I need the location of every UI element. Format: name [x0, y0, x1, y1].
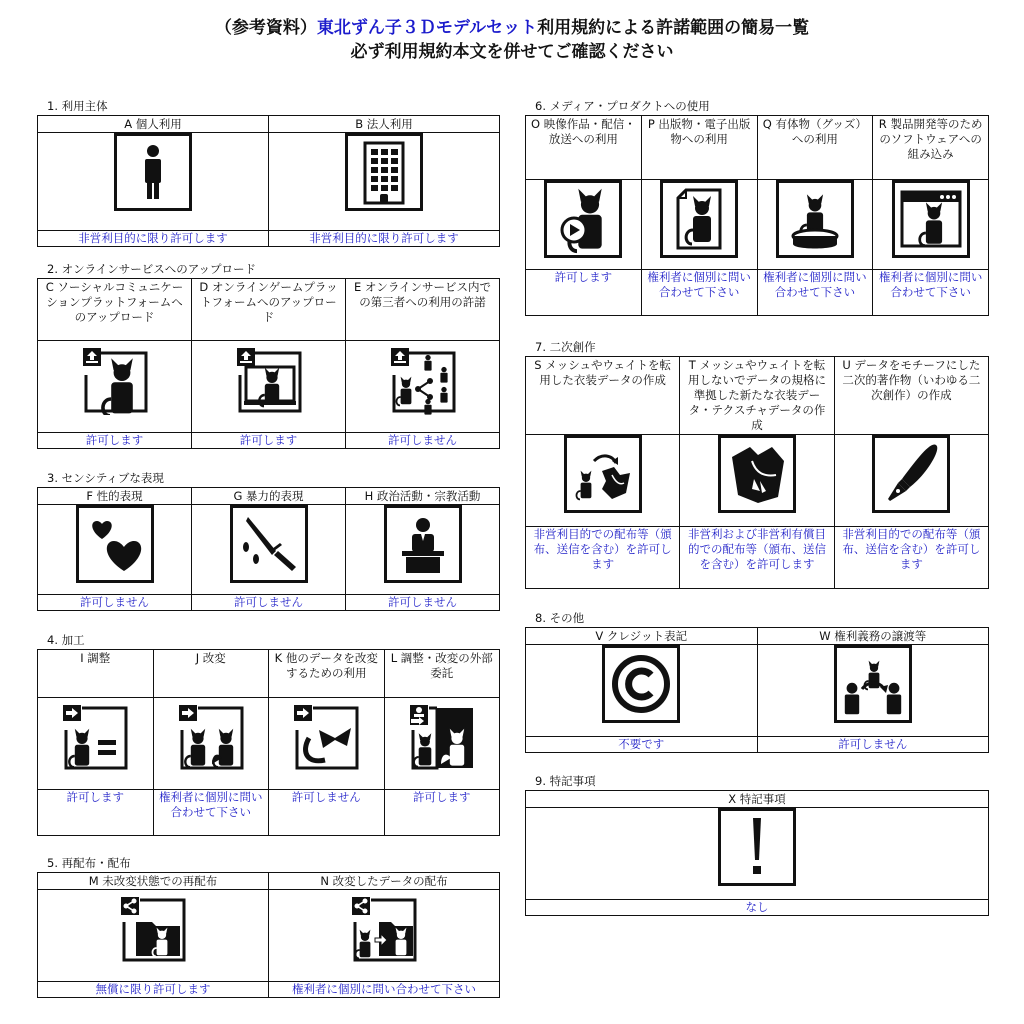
status-text: 許可しません — [269, 790, 385, 836]
license-table — [37, 115, 500, 247]
status-text: 不要です — [526, 737, 758, 753]
status-text: なし — [526, 900, 989, 916]
status-text: 権利者に個別に問い合わせて下さい — [873, 270, 989, 316]
license-table — [37, 649, 500, 836]
section-sensitive-expression — [37, 471, 500, 611]
title-product-name: 東北ずん子３Ｄモデルセット — [316, 18, 538, 38]
status-text: 許可しません — [346, 595, 500, 611]
status-text: 非営利目的での配布等（頒布、送信を含む）を許可します — [526, 527, 680, 589]
item-label: K 他のデータを改変するための利用 — [269, 650, 385, 698]
adjust-icon — [56, 698, 134, 776]
title-prefix: （参考資料） — [214, 18, 317, 38]
knife-icon — [230, 505, 308, 583]
section-heading: 7. 二次創作 — [535, 340, 596, 354]
status-text: 非営利目的に限り許可します — [38, 231, 269, 247]
section-redistribution — [37, 856, 500, 998]
status-text: 非営利目的での配布等（頒布、送信を含む）を許可します — [834, 527, 988, 589]
share-modified-icon — [345, 890, 423, 968]
title-line-1 — [0, 16, 1024, 40]
status-text: 権利者に個別に問い合わせて下さい — [641, 270, 757, 316]
section-derivative-works — [525, 340, 989, 589]
status-text: 無償に限り許可します — [38, 982, 269, 998]
item-label: F 性的表現 — [38, 488, 192, 505]
item-label: G 暴力的表現 — [192, 488, 346, 505]
item-label: D オンラインゲームプラットフォームへのアップロード — [192, 279, 346, 341]
status-text: 許可します — [38, 790, 154, 836]
item-label: P 出版物・電子出版物への利用 — [641, 116, 757, 180]
item-label: B 法人利用 — [269, 116, 500, 133]
costume-transfer-icon — [564, 435, 642, 513]
section-online-upload — [37, 262, 500, 449]
section-heading: 6. メディア・プロダクトへの使用 — [535, 99, 710, 113]
item-label: S メッシュやウェイトを転用した衣装データの作成 — [526, 357, 680, 435]
section-processing — [37, 633, 500, 836]
item-label: O 映像作品・配信・放送への利用 — [526, 116, 642, 180]
podium-icon — [384, 505, 462, 583]
license-table — [37, 487, 500, 611]
share-folder-icon — [114, 890, 192, 968]
license-table — [525, 627, 989, 753]
title-line-2: 必ず利用規約本文を併せてご確認ください — [350, 42, 674, 62]
item-label: M 未改変状態での再配布 — [38, 873, 269, 890]
section-media-product — [525, 99, 989, 316]
pen-nib-icon — [872, 435, 950, 513]
item-label: U データをモチーフにした二次的著作物（いわゆる二次創作）の作成 — [834, 357, 988, 435]
status-text: 許可しません — [757, 737, 989, 753]
status-text: 許可します — [526, 270, 642, 316]
outsource-icon — [403, 698, 481, 776]
transfer-rights-icon — [834, 645, 912, 723]
page-title — [0, 16, 1024, 64]
section-special-notes — [525, 774, 989, 916]
item-label: R 製品開発等のためのソフトウェアへの組み込み — [873, 116, 989, 180]
title-suffix: 利用規約による許諾範囲の簡易一覧 — [537, 18, 810, 38]
section-heading: 5. 再配布・配布 — [47, 856, 131, 870]
license-table — [525, 356, 989, 589]
upload-game-icon — [230, 341, 308, 419]
section-heading: 2. オンラインサービスへのアップロード — [47, 262, 256, 276]
item-label: V クレジット表記 — [526, 628, 758, 645]
status-text: 非営利目的に限り許可します — [269, 231, 500, 247]
license-table — [37, 872, 500, 998]
license-table — [525, 115, 989, 316]
copyright-icon — [602, 645, 680, 723]
software-window-icon — [892, 180, 970, 258]
item-label: Q 有体物（グッズ）への利用 — [757, 116, 873, 180]
person-icon — [114, 133, 192, 211]
section-usage-entity — [37, 99, 500, 247]
parts-reuse-icon — [287, 698, 365, 776]
status-text: 非営利および非営利有償目的での配布等（頒布、送信を含む）を許可します — [680, 527, 834, 589]
license-table — [525, 790, 989, 916]
item-label: N 改変したデータの配布 — [269, 873, 500, 890]
item-label: A 個人利用 — [38, 116, 269, 133]
costume-icon — [718, 435, 796, 513]
item-label: H 政治活動・宗教活動 — [346, 488, 500, 505]
section-heading: 3. センシティブな表現 — [47, 471, 164, 485]
building-icon — [345, 133, 423, 211]
video-play-icon — [544, 180, 622, 258]
license-table — [37, 278, 500, 449]
status-text: 権利者に個別に問い合わせて下さい — [153, 790, 269, 836]
figure-stand-icon — [776, 180, 854, 258]
status-text: 権利者に個別に問い合わせて下さい — [757, 270, 873, 316]
section-heading: 9. 特記事項 — [535, 774, 596, 788]
item-label: T メッシュやウェイトを転用しないでデータの規格に準拠した新たな衣装データ・テクスチャデータの作成 — [680, 357, 834, 435]
item-label: X 特記事項 — [526, 791, 989, 808]
status-text: 許可します — [38, 433, 192, 449]
status-text: 許可します — [384, 790, 500, 836]
item-label: L 調整・改変の外部委託 — [384, 650, 500, 698]
status-text: 許可しません — [346, 433, 500, 449]
item-label: J 改変 — [153, 650, 269, 698]
status-text: 許可しません — [192, 595, 346, 611]
item-label: W 権利義務の譲渡等 — [757, 628, 989, 645]
section-heading: 1. 利用主体 — [47, 99, 108, 113]
modify-icon — [172, 698, 250, 776]
section-heading: 8. その他 — [535, 611, 585, 625]
item-label: E オンラインサービス内での第三者への利用の許諾 — [346, 279, 500, 341]
section-other — [525, 611, 989, 753]
item-label: C ソーシャルコミュニケーションプラットフォームへのアップロード — [38, 279, 192, 341]
hearts-icon — [76, 505, 154, 583]
status-text: 権利者に個別に問い合わせて下さい — [269, 982, 500, 998]
document-icon — [660, 180, 738, 258]
status-text: 許可します — [192, 433, 346, 449]
upload-sns-icon — [76, 341, 154, 419]
item-label: I 調整 — [38, 650, 154, 698]
section-heading: 4. 加工 — [47, 633, 85, 647]
exclamation-icon — [718, 808, 796, 886]
status-text: 許可しません — [38, 595, 192, 611]
upload-share-icon — [384, 341, 462, 419]
